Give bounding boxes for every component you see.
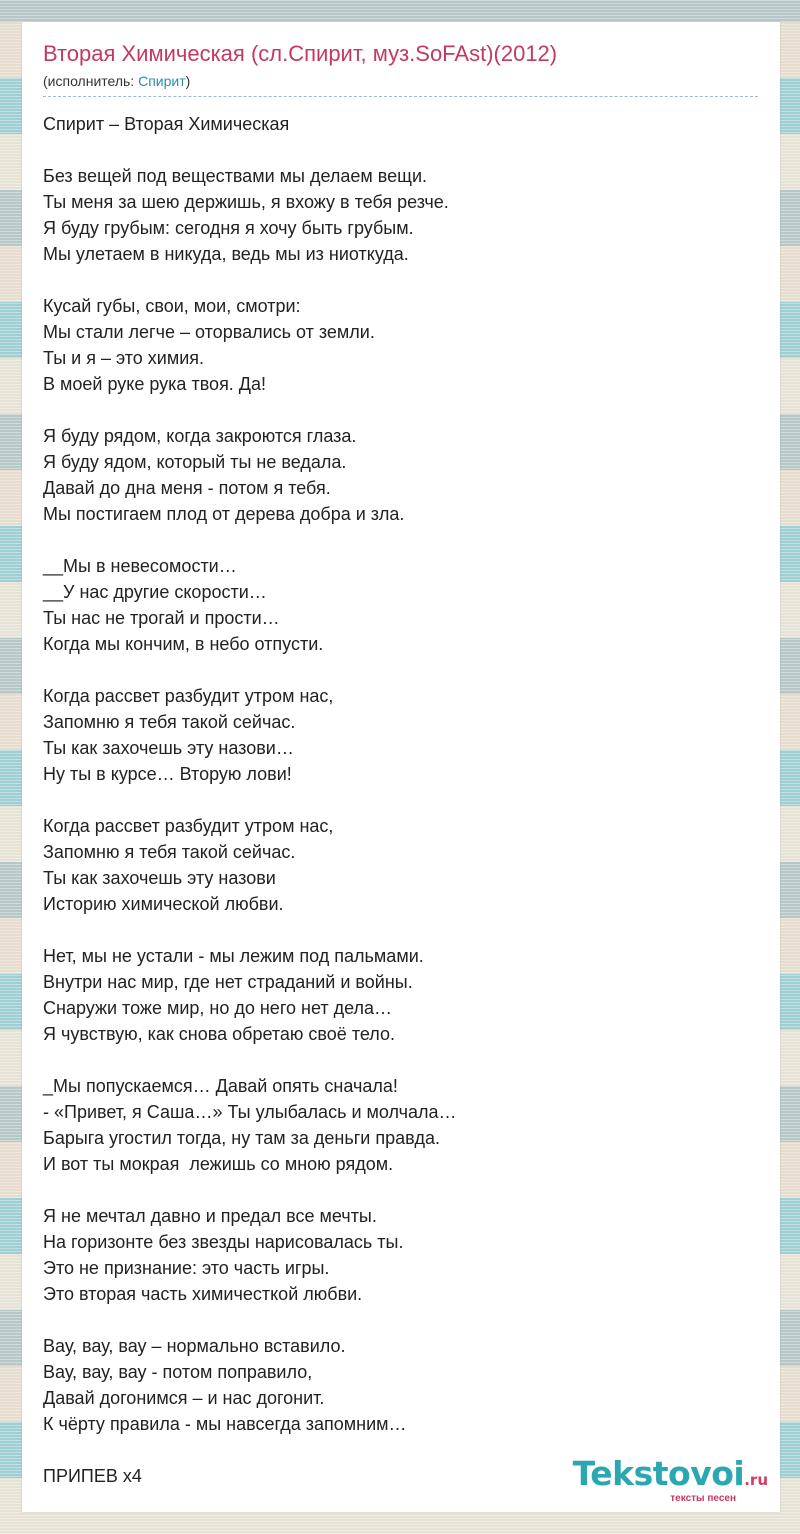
lyrics-line: Ты меня за шею держишь, я вхожу в тебя резче. <box>43 192 449 212</box>
lyrics-line: В моей руке рука твоя. Да! <box>43 374 267 394</box>
lyrics-line: Давай догонимся – и нас догонит. <box>43 1388 325 1408</box>
lyrics-stanza <box>43 1073 759 1177</box>
logo-name: Tekstovoi <box>572 1454 745 1493</box>
lyrics-line: Спирит – Вторая Химическая <box>43 114 290 134</box>
lyrics-stanza <box>43 553 759 657</box>
lyrics-stanza <box>43 293 759 397</box>
lyrics-line: Это вторая часть химичесткой любви. <box>43 1284 363 1304</box>
lyrics-line: Ты как захочешь эту назови <box>43 868 276 888</box>
lyrics-card <box>22 22 780 1512</box>
lyrics-line: Нет, мы не устали - мы лежим под пальмами. <box>43 946 424 966</box>
lyrics-line: Давай до дна меня - потом я тебя. <box>43 478 331 498</box>
lyrics-line: Я буду ядом, который ты не ведала. <box>43 452 347 472</box>
lyrics-line: На горизонте без звезды нарисовалась ты. <box>43 1232 404 1252</box>
lyrics-line: Когда рассвет разбудит утром нас, <box>43 686 334 706</box>
lyrics-line: Когда мы кончим, в небо отпусти. <box>43 634 324 654</box>
lyrics-line: Я не мечтал давно и предал все мечты. <box>43 1206 377 1226</box>
lyrics-line: Вау, вау, вау – нормально вставило. <box>43 1336 346 1356</box>
lyrics-stanza <box>43 1333 759 1437</box>
lyrics-line: _Мы попускаемся… Давай опять сначала! <box>43 1076 398 1096</box>
artist-byline <box>43 72 758 97</box>
logo-tagline: тексты песен <box>670 1493 736 1504</box>
lyrics-stanza <box>43 683 759 787</box>
lyrics-line: Запомню я тебя такой сейчас. <box>43 842 296 862</box>
lyrics-line: Кусай губы, свои, мои, смотри: <box>43 296 301 316</box>
lyrics-line: Мы постигаем плод от дерева добра и зла. <box>43 504 405 524</box>
lyrics-line: Снаружи тоже мир, но до него нет дела… <box>43 998 393 1018</box>
lyrics-line: Барыга угостил тогда, ну там за деньги правда. <box>43 1128 440 1148</box>
lyrics-line: Историю химической любви. <box>43 894 284 914</box>
lyrics-line: - «Привет, я Саша…» Ты улыбалась и молчала… <box>43 1102 457 1122</box>
lyrics-line: Ты нас не трогай и прости… <box>43 608 280 628</box>
lyrics-stanza <box>43 943 759 1047</box>
lyrics-line: Я буду грубым: сегодня я хочу быть грубым. <box>43 218 414 238</box>
page-title: Вторая Химическая (сл.Спирит, муз.SoFAst)(2012) <box>43 41 558 66</box>
lyrics-line: __У нас другие скорости… <box>43 582 267 602</box>
byline-prefix: (исполнитель: <box>43 73 139 89</box>
lyrics-line: Я чувствую, как снова обретаю своё тело. <box>43 1024 395 1044</box>
lyrics-line: К чёрту правила - мы навсегда запомним… <box>43 1414 407 1434</box>
lyrics-stanza <box>43 813 759 917</box>
lyrics-stanza <box>43 163 759 267</box>
logo-wordmark <box>572 1454 768 1497</box>
lyrics-line: Ты как захочешь эту назови… <box>43 738 294 758</box>
lyrics-line: __Мы в невесомости… <box>43 556 237 576</box>
byline-suffix: ) <box>185 73 191 89</box>
lyrics-line: Без вещей под веществами мы делаем вещи. <box>43 166 427 186</box>
artist-link[interactable]: Спирит <box>138 73 186 89</box>
lyrics-stanza <box>43 423 759 527</box>
lyrics-stanza <box>43 111 759 137</box>
lyrics-line: Ты и я – это химия. <box>43 348 205 368</box>
site-logo[interactable] <box>572 1454 768 1504</box>
lyrics-line: Внутри нас мир, где нет страданий и войны. <box>43 972 413 992</box>
lyrics-line: Я буду рядом, когда закроются глаза. <box>43 426 357 446</box>
lyrics-line: Когда рассвет разбудит утром нас, <box>43 816 334 836</box>
lyrics-line: И вот ты мокрая лежишь со мною рядом. <box>43 1154 394 1174</box>
lyrics-line: ПРИПЕВ x4 <box>43 1466 142 1486</box>
logo-tld: .ru <box>744 1471 768 1489</box>
lyrics-line: Запомню я тебя такой сейчас. <box>43 712 296 732</box>
lyrics-line: Ну ты в курсе… Вторую лови! <box>43 764 292 784</box>
lyrics-line: Вау, вау, вау - потом поправило, <box>43 1362 313 1382</box>
lyrics-stanza <box>43 1203 759 1307</box>
lyrics-text <box>43 111 759 1489</box>
lyrics-line: Это не признание: это часть игры. <box>43 1258 330 1278</box>
lyrics-line: Мы стали легче – оторвались от земли. <box>43 322 375 342</box>
lyrics-line: Мы улетаем в никуда, ведь мы из ниоткуда. <box>43 244 409 264</box>
